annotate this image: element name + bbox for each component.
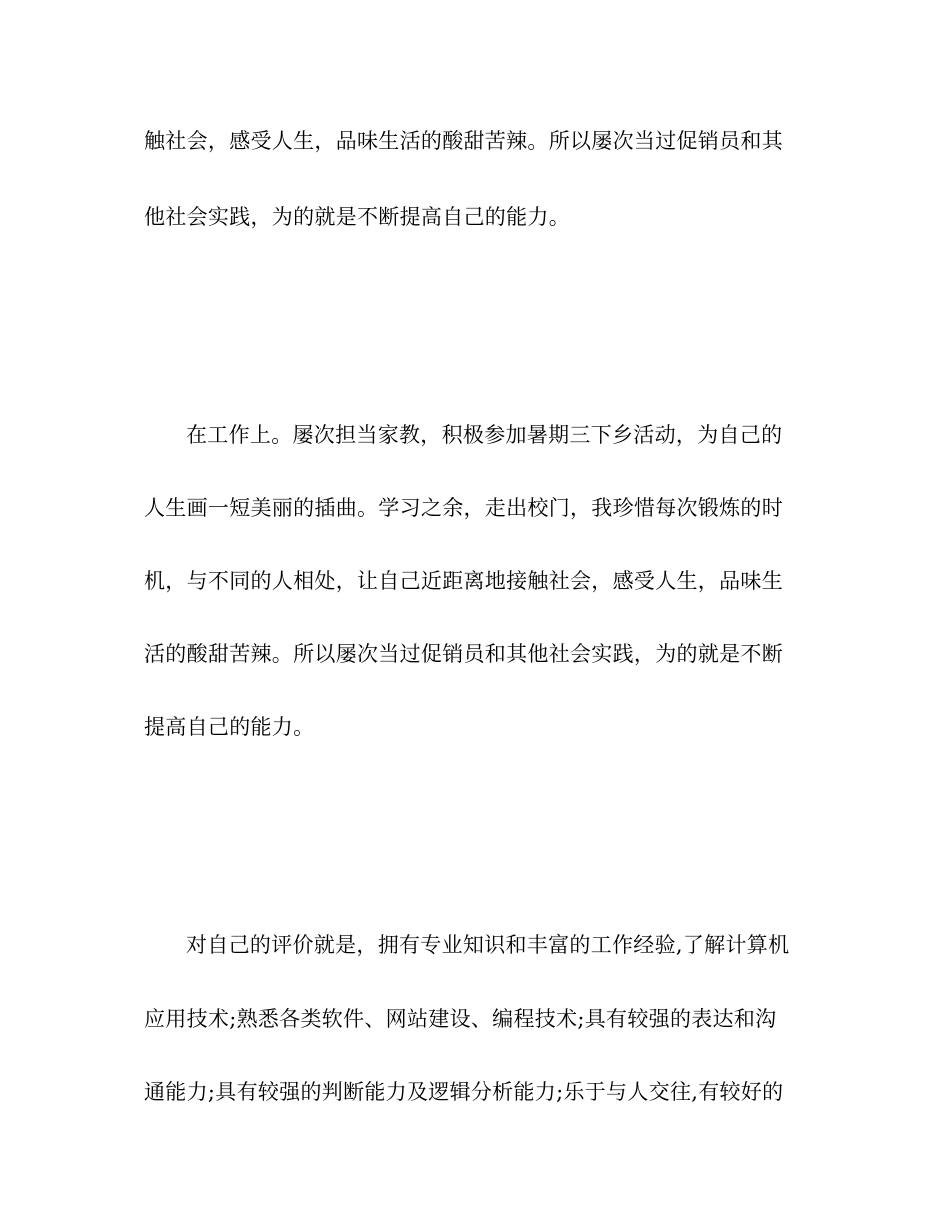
paragraph-2-line-4: 活的酸甜苦辣。所以屡次当过促销员和其他社会实践，为的就是不断 [144, 642, 783, 666]
paragraph-2-line-5: 提高自己的能力。 [144, 715, 315, 739]
paragraph-3-line-3: 通能力;具有较强的判断能力及逻辑分析能力;乐于与人交往,有较好的 [144, 1080, 784, 1104]
paragraph-2-line-2: 人生画一短美丽的插曲。学习之余，走出校门，我珍惜每次锻炼的时 [144, 496, 783, 520]
paragraph-3-line-2: 应用技术;熟悉各类软件、网站建设、编程技术;具有较强的表达和沟 [144, 1007, 777, 1031]
paragraph-1-line-1: 触社会，感受人生，品味生活的酸甜苦辣。所以屡次当过促销员和其 [144, 129, 783, 153]
paragraph-3-line-1: 对自己的评价就是，拥有专业知识和丰富的工作经验,了解计算机 [186, 933, 790, 957]
paragraph-2-line-3: 机，与不同的人相处，让自己近距离地接触社会，感受人生，品味生 [144, 569, 783, 593]
paragraph-1-line-2: 他社会实践，为的就是不断提高自己的能力。 [144, 205, 570, 229]
paragraph-2-line-1: 在工作上。屡次担当家教，积极参加暑期三下乡活动，为自己的 [186, 423, 783, 447]
